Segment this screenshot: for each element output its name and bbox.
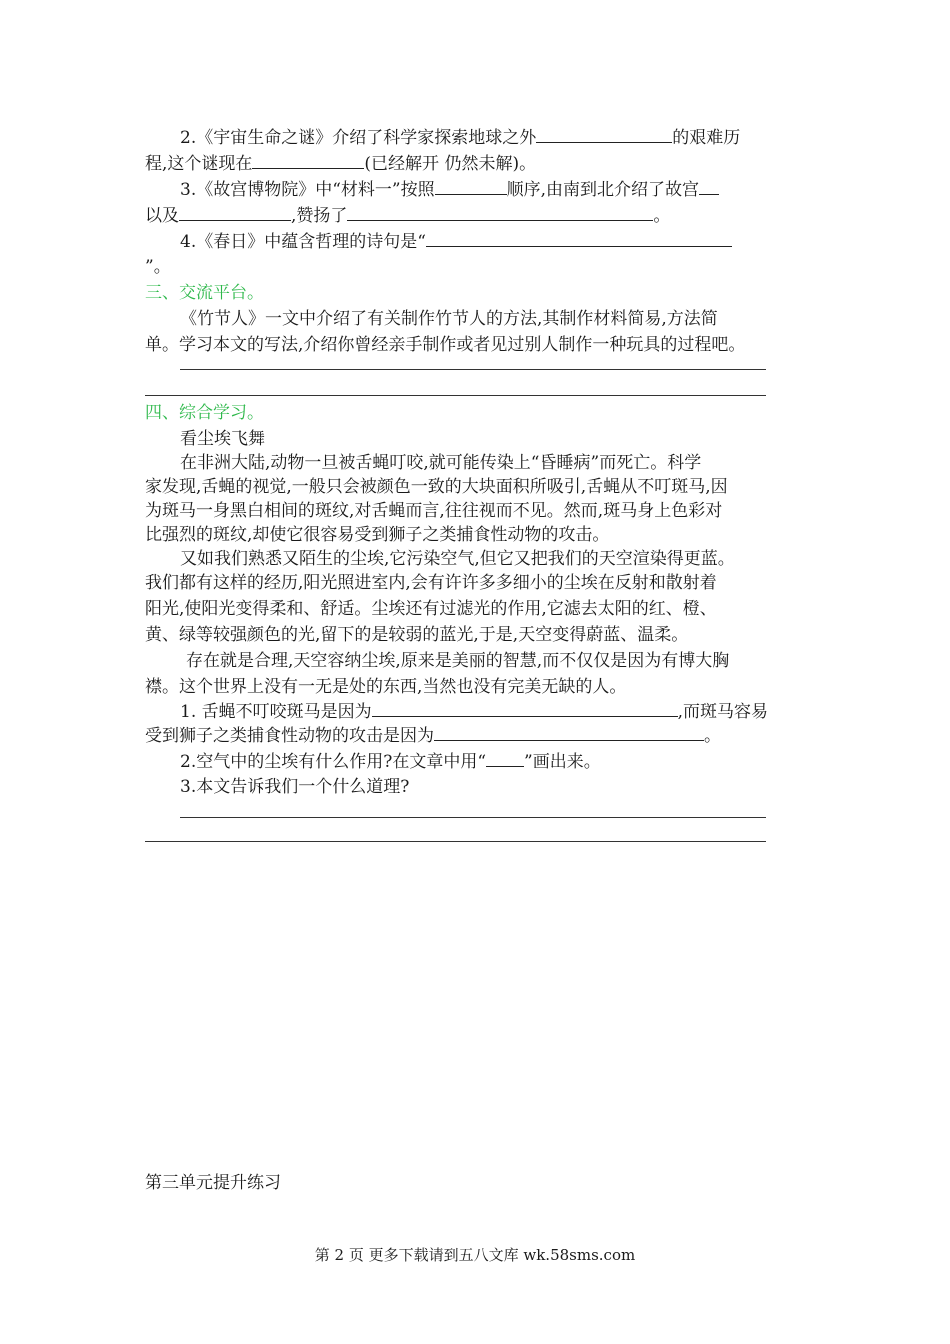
fill-blank[interactable] bbox=[372, 698, 678, 717]
question-text: 1. 舌蝇不叮咬斑马是因为 bbox=[180, 702, 372, 722]
section-3-heading: 三、交流平台。 bbox=[145, 283, 264, 303]
question-text: ,而斑马容易 bbox=[677, 702, 769, 722]
question-text: 的艰难历 bbox=[672, 128, 741, 148]
answer-line[interactable] bbox=[145, 395, 766, 396]
fill-blank[interactable] bbox=[252, 150, 364, 169]
unit-title: 第三单元提升练习 bbox=[145, 1173, 281, 1193]
question-text: 以及 bbox=[145, 206, 179, 226]
question-text: 顺序,由南到北介绍了故宫 bbox=[506, 180, 700, 200]
question-text: 程,这个谜现在 bbox=[145, 154, 253, 174]
fill-blank[interactable] bbox=[486, 748, 524, 767]
fill-blank[interactable] bbox=[435, 176, 507, 195]
question-3-line-2 bbox=[145, 202, 670, 229]
question-text: 3.《故宫博物院》中“材料一”按照 bbox=[180, 180, 435, 200]
article-paragraph-line: 在非洲大陆,动物一旦被舌蝇叮咬,就可能传染上“昏睡病”而死亡。科学 bbox=[180, 453, 702, 473]
fill-blank[interactable] bbox=[347, 202, 653, 221]
fill-blank[interactable] bbox=[699, 176, 719, 195]
question-3-line-1 bbox=[180, 176, 719, 203]
fill-blank[interactable] bbox=[434, 722, 704, 741]
fill-blank[interactable] bbox=[426, 228, 732, 247]
question-text: ”。 bbox=[145, 257, 171, 277]
question-text: ”画出来。 bbox=[524, 752, 601, 772]
article-paragraph-line: 我们都有这样的经历,阳光照进室内,会有许许多多细小的尘埃在反射和散射着 bbox=[145, 573, 717, 593]
question-text: 。 bbox=[653, 206, 671, 226]
section-3-paragraph-line: 单。学习本文的写法,介绍你曾经亲手制作或者见过别人制作一种玩具的过程吧。 bbox=[145, 335, 746, 355]
article-paragraph-line: 家发现,舌蝇的视觉,一般只会被颜色一致的大块面积所吸引,舌蝇从不叮斑马,因 bbox=[145, 477, 728, 497]
question-4-line-2 bbox=[145, 254, 171, 280]
section-3-paragraph-line: 《竹节人》一文中介绍了有关制作竹节人的方法,其制作材料简易,方法简 bbox=[180, 309, 718, 329]
question-text: 。 bbox=[704, 726, 721, 746]
article-paragraph-line: 存在就是合理,天空容纳尘埃,原来是美丽的智慧,而不仅仅是因为有博大胸 bbox=[186, 651, 730, 671]
article-paragraph-line: 比强烈的斑纹,却使它很容易受到狮子之类捕食性动物的攻击。 bbox=[145, 525, 610, 545]
section-4-heading: 四、综合学习。 bbox=[145, 403, 264, 423]
article-paragraph-line: 襟。这个世界上没有一无是处的东西,当然也没有完美无缺的人。 bbox=[145, 677, 627, 697]
question-text: 受到狮子之类捕食性动物的攻击是因为 bbox=[145, 726, 434, 746]
article-paragraph-line: 为斑马一身黑白相间的斑纹,对舌蝇而言,往往视而不见。然而,斑马身上色彩对 bbox=[145, 501, 723, 521]
question-text: 4.《春日》中蕴含哲理的诗句是“ bbox=[180, 232, 426, 252]
article-paragraph-line: 阳光,使阳光变得柔和、舒适。尘埃还有过滤光的作用,它滤去太阳的红、橙、 bbox=[145, 599, 717, 619]
article-paragraph-line: 黄、绿等较强颜色的光,留下的是较弱的蓝光,于是,天空变得蔚蓝、温柔。 bbox=[145, 625, 689, 645]
page-footer: 第 2 页 更多下载请到五八文库 wk.58sms.com bbox=[314, 1246, 636, 1264]
article-title: 看尘埃飞舞 bbox=[180, 429, 265, 449]
fill-blank[interactable] bbox=[536, 124, 672, 143]
answer-line[interactable] bbox=[180, 369, 766, 370]
sub-question-1-line-1 bbox=[180, 698, 768, 725]
question-2-line-1 bbox=[180, 124, 740, 151]
question-text: 2.空气中的尘埃有什么作用?在文章中用“ bbox=[180, 752, 487, 772]
question-4-line-1 bbox=[180, 228, 732, 255]
fill-blank[interactable] bbox=[179, 202, 291, 221]
article-paragraph-line: 又如我们熟悉又陌生的尘埃,它污染空气,但它又把我们的天空渲染得更蓝。 bbox=[180, 549, 735, 569]
question-text: 2.《宇宙生命之谜》介绍了科学家探索地球之外 bbox=[180, 128, 537, 148]
answer-line[interactable] bbox=[180, 817, 766, 818]
question-2-line-2 bbox=[145, 150, 536, 177]
question-text: (已经解开 仍然未解)。 bbox=[364, 154, 537, 174]
answer-line[interactable] bbox=[145, 841, 766, 842]
sub-question-2 bbox=[180, 748, 601, 775]
sub-question-1-line-2 bbox=[145, 722, 721, 749]
question-text: ,赞扬了 bbox=[291, 206, 348, 226]
sub-question-3: 3.本文告诉我们一个什么道理? bbox=[180, 777, 410, 797]
